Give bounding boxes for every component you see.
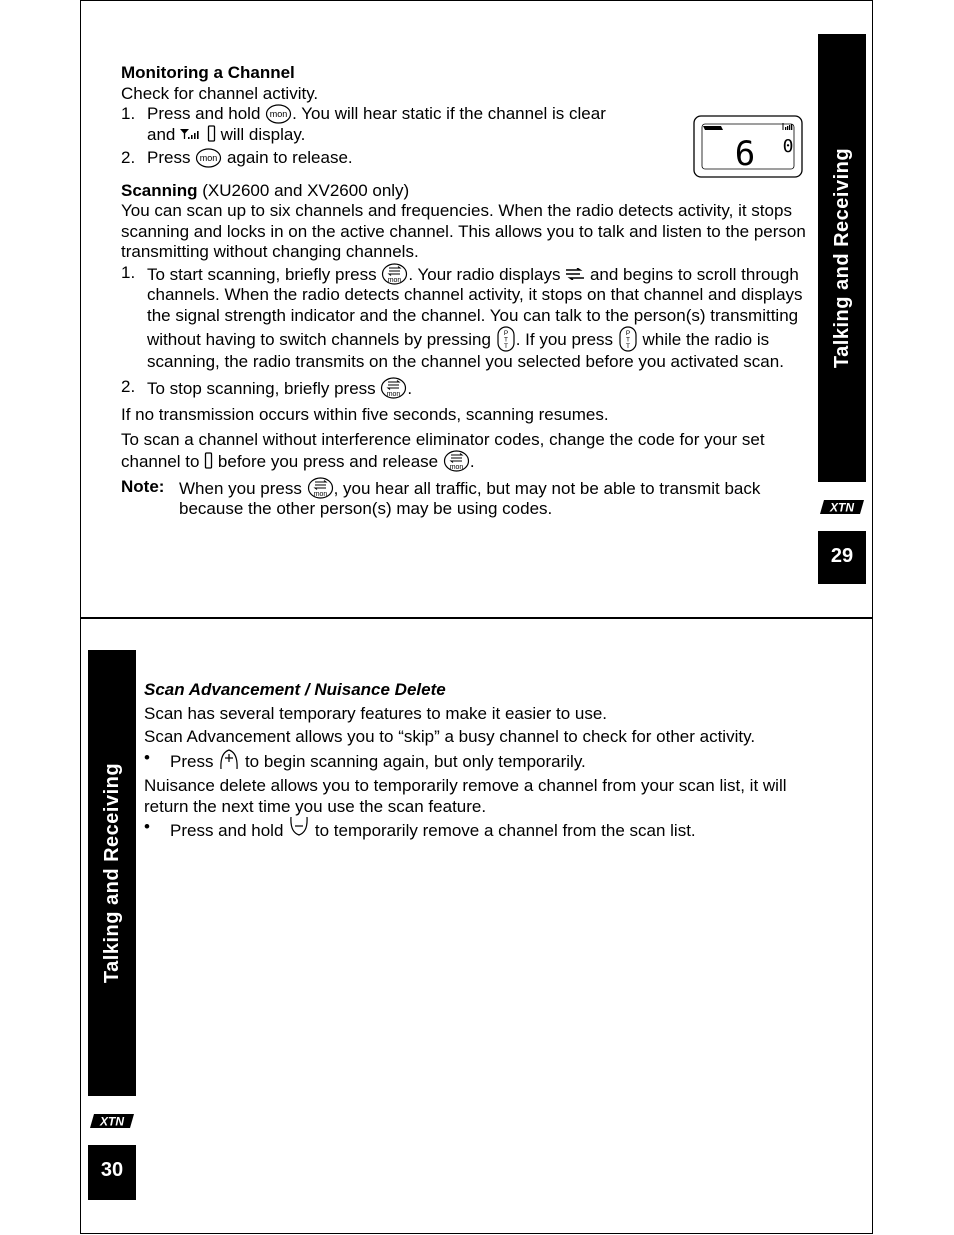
svg-text:mon: mon	[387, 390, 401, 398]
scanning-heading: Scanning (XU2600 and XV2600 only)	[121, 180, 410, 200]
xtn-logo	[90, 1114, 134, 1128]
page-29	[80, 0, 873, 619]
side-tab	[818, 34, 866, 482]
interference-text: To scan a channel without interference eliminator codes, change the code for your set channel to before you press and release mon .	[121, 429, 765, 471]
note: Note: When you press mon , you hear all traffic, but may not be able to transmit back because the other person(s) may be using codes.	[121, 476, 761, 518]
nuisance-text: Nuisance delete allows you to temporarily remove a channel from your scan list, it will return the next time you use the scan feature.	[144, 776, 787, 816]
page-29-content	[121, 63, 806, 520]
mon-button-icon	[195, 148, 222, 168]
svg-text:P: P	[625, 330, 630, 337]
signal-strength-icon	[180, 127, 202, 141]
scan-temp-intro: Scan has several temporary features to make it easier to use.	[144, 703, 608, 723]
svg-text:T: T	[625, 343, 630, 350]
scan-step-1: 1. To start scanning, briefly press mon . Your radio displays and begins to scroll through channels. When the radio detects channel activity, it stops on that channel and displays the signal strength indicator and the channel. You can talk to the person(s) transmitting without having to switch channels by pressing P T T . If you press P T T while the radio is scanning, the radio transmits on the channel you selected before you activated scan.	[121, 262, 803, 371]
scan-steps	[121, 263, 806, 400]
svg-text:mon: mon	[449, 464, 464, 471]
svg-text:T: T	[503, 336, 508, 344]
lcd-code: 0	[782, 136, 794, 157]
page-30	[80, 617, 873, 1234]
page-30-content	[144, 680, 834, 842]
svg-text:XTN: XTN	[830, 500, 854, 514]
heading-monitoring: Monitoring a Channel	[121, 63, 295, 82]
page-number: 29	[818, 531, 866, 584]
mon-button-icon	[265, 104, 292, 124]
svg-text:mon: mon	[388, 276, 402, 284]
svg-text:mon: mon	[199, 153, 218, 163]
svg-text:mon: mon	[269, 109, 288, 119]
monitor-step-1: 1. Press and hold mon . You will hear static if the channel is clear and will display.	[121, 104, 606, 144]
svg-text:mon: mon	[313, 490, 327, 498]
scan-intro: You can scan up to six channels and frequencies. When the radio detects activity, it stops scanning and locks in on the active channel. This allows you to talk and listen to the person transmitting without changing channels.	[121, 201, 806, 261]
svg-text:P: P	[503, 330, 508, 337]
scan-mon-button-icon	[443, 450, 470, 472]
side-tab-label: Talking and Receiving	[830, 147, 853, 369]
side-tab-label: Talking and Receiving	[100, 762, 123, 984]
side-tab	[88, 650, 136, 1096]
ptt-button-icon	[496, 326, 516, 352]
xtn-logo	[820, 500, 864, 514]
monitor-step-2: 2. Press mon again to release.	[121, 148, 353, 167]
lcd-zero-digit-icon	[207, 125, 216, 142]
lcd-channel: 6	[734, 134, 756, 174]
bullet-advance: • Press to begin scanning again, but only temporarily.	[144, 747, 586, 771]
resume-text: If no transmission occurs within five seconds, scanning resumes.	[121, 405, 609, 424]
svg-text:T: T	[503, 343, 508, 350]
page-number: 30	[88, 1145, 136, 1200]
bullet-nuisance: • Press and hold to temporarily remove a channel from the scan list.	[144, 817, 696, 840]
channel-up-icon	[218, 748, 240, 770]
svg-text:T: T	[625, 336, 630, 344]
lcd-zero-digit-icon	[204, 452, 213, 469]
svg-text:XTN: XTN	[100, 1114, 124, 1128]
scan-mon-button-icon	[381, 263, 408, 285]
scan-mon-button-icon	[307, 477, 334, 499]
monitor-steps	[121, 104, 806, 169]
scan-step-2: 2. To stop scanning, briefly press mon .	[121, 376, 413, 398]
channel-down-icon	[288, 817, 310, 837]
note-label: Note:	[121, 476, 165, 496]
ptt-button-icon	[618, 326, 638, 352]
heading-scan-advancement: Scan Advancement / Nuisance Delete	[144, 680, 446, 699]
monitor-intro: Check for channel activity.	[121, 83, 319, 103]
advancement-text: Scan Advancement allows you to “skip” a busy channel to check for other activity.	[144, 727, 756, 746]
scan-symbol-icon	[565, 268, 585, 280]
scan-mon-button-icon	[380, 377, 407, 399]
